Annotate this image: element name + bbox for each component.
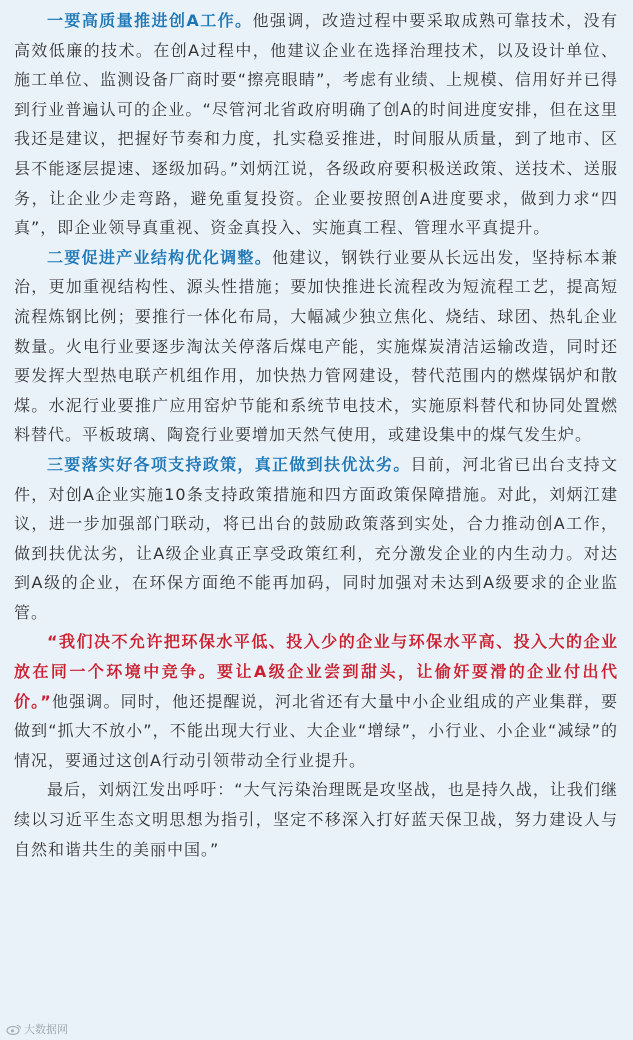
paragraph-structure [14,243,618,450]
watermark [6,1021,68,1037]
highlighted-quote: “我们决不允许把环保水平低、投入少的企业与环保水平高、投入大的企业放在同一个环境中竞争。要让A级企业尝到甜头，让偷奸耍滑的企业付出代价。” [14,632,618,711]
paragraph-lead-heading: 一要高质量推进创A工作。 [47,11,253,30]
paragraph-text: 目前，河北省已出台支持文件，对创A企业实施10条支持政策措施和四方面政策保障措施。对此，刘炳江建议，进一步加强部门联动，将已出台的鼓励政策落到实处，合力推动创A工作，做到扶优汰劣，让A级企业真正享受政策红利，充分激发企业的内生动力。对达到A级的企业，在环保方面绝不能再加码，同时加强对未达到A级要求的企业监管。 [14,454,618,622]
paragraph-text: 他强调，改造过程中要采取成熟可靠技术，没有高效低廉的技术。在创A过程中，他建议企业在选择治理技术，以及设计单位、施工单位、监测设备厂商时要“擦亮眼睛”，考虑有业绩、上规模、信用好并已得到行业普遍认可的企业。“尽管河北省政府明确了创A的时间进度安排，但在这里我还是建议，把握好节奏和力度，扎实稳妥推进，时间服从质量，到了地市、区县不能逐层提速、逐级加码。”刘炳江说，各级政府要积极送政策、送技术、送服务，让企业少走弯路，避免重复投资。企业要按照创A进度要求，做到力求“四真”，即企业领导真重视、资金真投入、实施真工程、管理水平真提升。 [14,11,618,238]
paragraph-closing [14,775,618,864]
weibo-logo-icon [6,1023,22,1035]
paragraph-text: 他建议，钢铁行业要从长远出发，坚持标本兼治，更加重视结构性、源头性措施；要加快推进长流程改为短流程工艺，提高短流程炼钢比例；要推行一体化布局，大幅减少独立焦化、烧结、球团、热轧企业数量。火电行业要逐步淘汰关停落后煤电产能，实施煤炭清洁运输改造，同时还要发挥大型热电联产机组作用，加快热力管网建设，替代范围内的燃煤锅炉和散煤。水泥行业要推广应用窑炉节能和系统节电技术，实施原料替代和协同处置燃料替代。平板玻璃、陶瓷行业要增加天然气使用，或建设集中的煤气发生炉。 [14,247,618,445]
paragraph-policy [14,450,618,628]
paragraph-lead-heading: 二要促进产业结构优化调整。 [47,247,273,267]
article-body [14,6,618,864]
paragraph-lead-heading: 三要落实好各项支持政策，真正做到扶优汰劣。 [47,454,411,474]
watermark-text: 大数据网 [24,1023,68,1036]
paragraph-quote [14,627,618,775]
paragraph-text: 最后，刘炳江发出呼吁：“大气污染治理既是攻坚战，也是持久战，让我们继续以习近平生态文明思想为指引，坚定不移深入打好蓝天保卫战，努力建设人与自然和谐共生的美丽中国。” [14,780,618,859]
paragraph-quality [14,6,618,243]
paragraph-text: 他强调。同时，他还提醒说，河北省还有大量中小企业组成的产业集群，要做到“抓大不放小”，不能出现大行业、大企业“增绿”，小行业、小企业“减绿”的情况，要通过这创A行动引领带动全行业提升。 [14,691,618,770]
